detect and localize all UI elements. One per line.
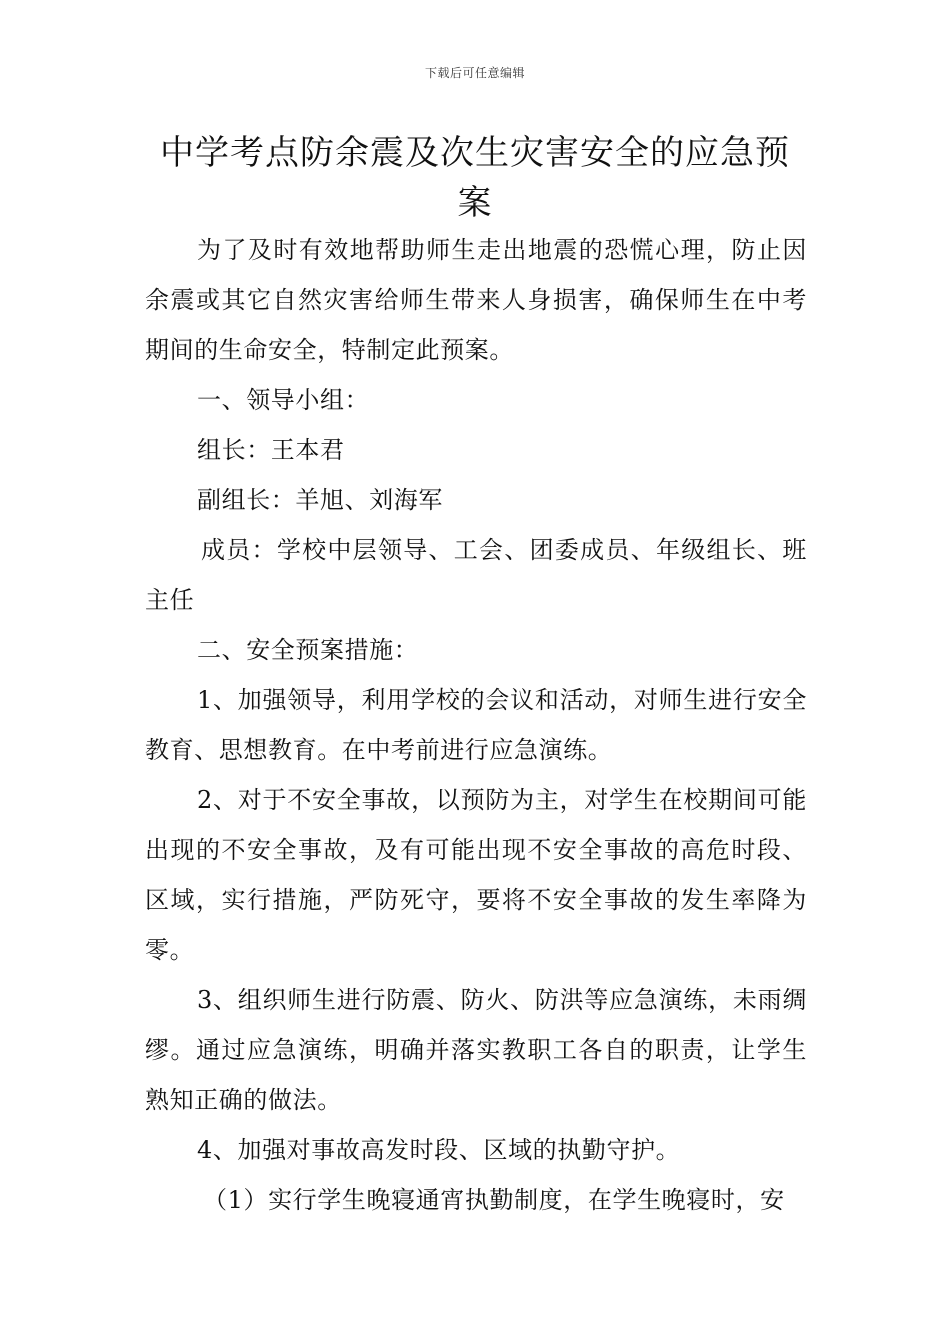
measure-item-4-sub-1: （1）实行学生晚寝通宵执勤制度，在学生晚寝时，安 — [203, 1186, 785, 1214]
members-line: 成员：学校中层领导、工会、团委成员、年级组长、班主任 — [145, 536, 807, 614]
measure-item-2: 2、对于不安全事故，以预防为主，对学生在校期间可能出现的不安全事故，及有可能出现不安全事故的高危时段、区域，实行措施，严防死守，要将不安全事故的发生率降为零。 — [145, 786, 807, 964]
section-heading-measures: 二、安全预案措施： — [197, 636, 419, 664]
deputy-leader-line: 副组长：羊旭、刘海军 — [197, 486, 443, 514]
document-body — [145, 225, 807, 1225]
section-heading-leadership: 一、领导小组： — [197, 386, 370, 414]
header-note: 下载后可任意编辑 — [424, 66, 525, 80]
measure-item-1: 1、加强领导，利用学校的会议和活动，对师生进行安全教育、思想教育。在中考前进行应急演练。 — [145, 686, 807, 764]
measure-item-4: 4、加强对事故高发时段、区域的执勤守护。 — [197, 1136, 681, 1164]
leader-line: 组长：王本君 — [197, 436, 345, 464]
measure-item-3: 3、组织师生进行防震、防火、防洪等应急演练，未雨绸缪。通过应急演练，明确并落实教职工各自的职责，让学生熟知正确的做法。 — [145, 986, 807, 1114]
intro-paragraph: 为了及时有效地帮助师生走出地震的恐慌心理，防止因余震或其它自然灾害给师生带来人身损害，确保师生在中考期间的生命安全，特制定此预案。 — [145, 236, 807, 364]
document-title: 中学考点防余震及次生灾害安全的应急预案 — [160, 133, 790, 223]
